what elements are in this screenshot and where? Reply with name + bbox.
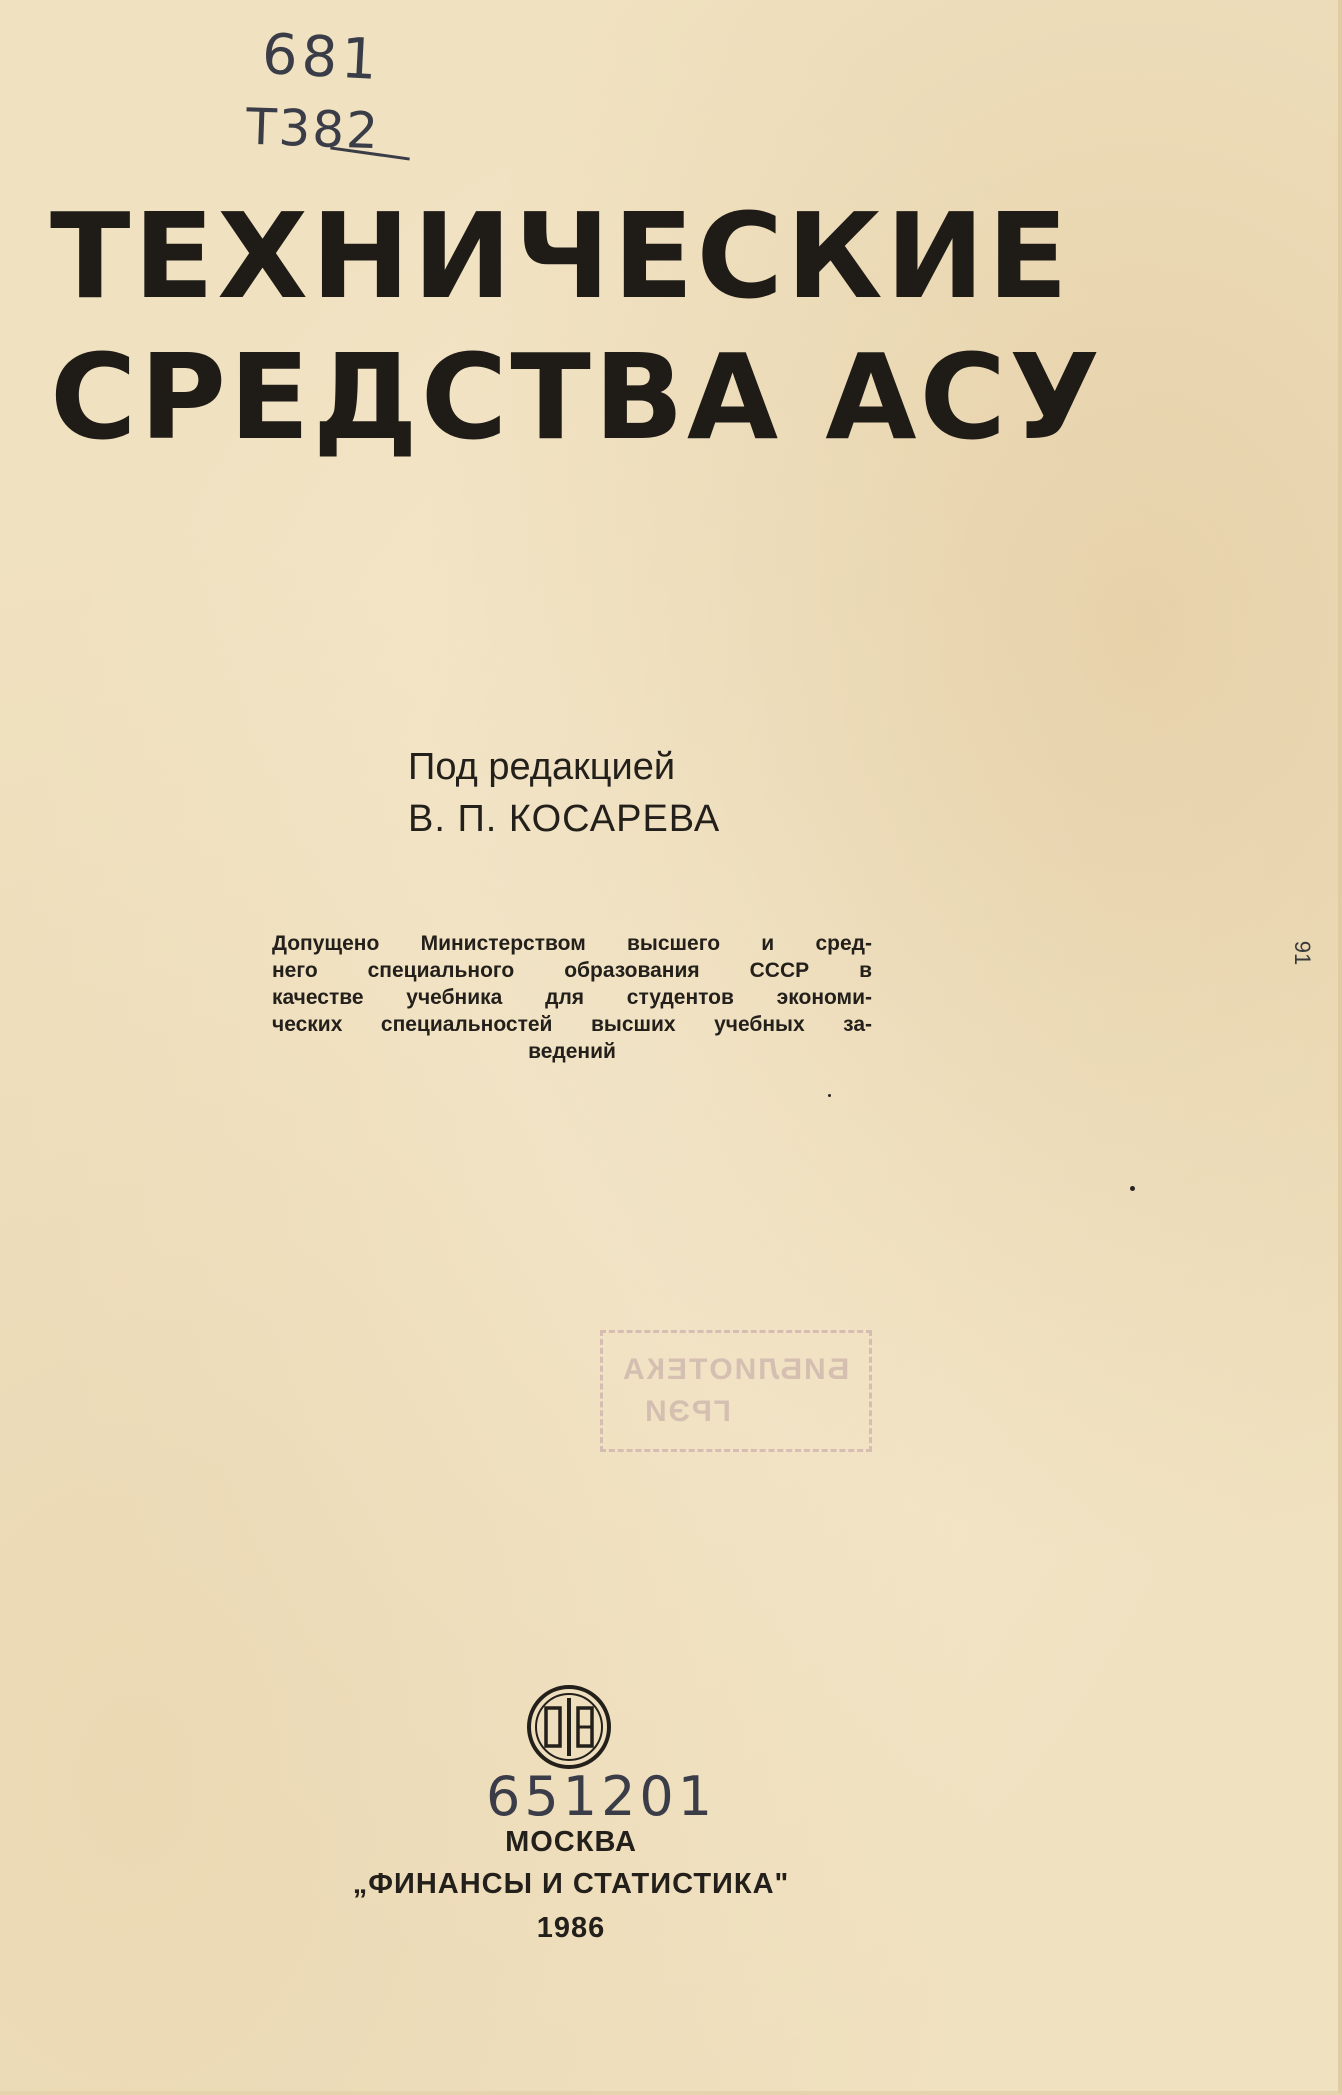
handwritten-classification-code: 681 (260, 21, 383, 94)
handwritten-inventory-number: 651201 (486, 1765, 717, 1828)
ministry-approval-note (272, 930, 872, 1065)
approval-line: ческих специальностей высших учебных за- (272, 1013, 872, 1036)
publisher-name: „ФИНАНСЫ И СТАТИСТИКА" (352, 1868, 790, 1900)
editor-label: Под редакцией (408, 746, 676, 788)
approval-line: ведений (528, 1040, 616, 1063)
paper-speck (1130, 1186, 1135, 1191)
publication-year: 1986 (536, 1912, 606, 1944)
library-stamp-faded (600, 1330, 872, 1452)
approval-line: Допущено Министерством высшего и сред- (272, 932, 872, 955)
book-title-line-2: СРЕДСТВА АСУ (50, 328, 1104, 466)
paper-speck (828, 1094, 831, 1097)
stamp-text: ГРЭИ (643, 1395, 731, 1428)
margin-mark: 91 (1290, 940, 1316, 966)
publisher-city: МОСКВА (505, 1826, 637, 1858)
publisher-logo-icon (526, 1684, 612, 1770)
approval-line: качестве учебника для студентов экономи- (272, 986, 872, 1009)
editor-name: В. П. КОСАРЕВА (408, 798, 721, 840)
approval-line: него специального образования СССР в (272, 959, 872, 982)
book-title-line-1: ТЕХНИЧЕСКИЕ (50, 187, 1071, 325)
stamp-text: БИБЛИОТЕКА (621, 1353, 850, 1386)
handwritten-author-mark: Т382 (245, 97, 381, 161)
